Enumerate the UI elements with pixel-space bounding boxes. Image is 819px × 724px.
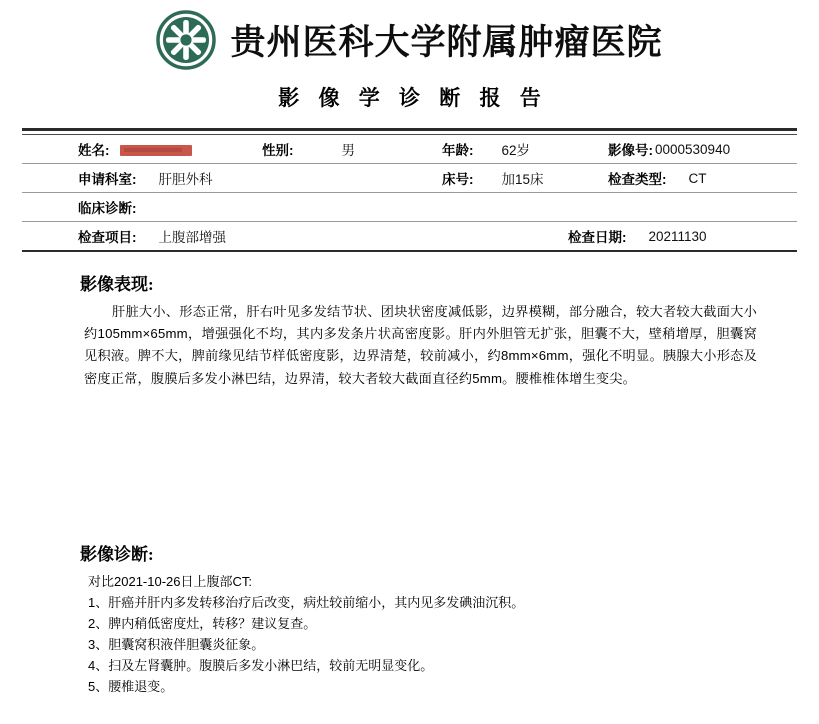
diagnosis-list [88,571,797,697]
gender-label: 性别: [262,143,294,158]
bed-label: 床号: [442,172,474,187]
gender-value: 男 [341,143,355,158]
info-row-3 [22,193,797,222]
info-row-1 [22,135,797,164]
exam-item-label: 检查项目: [78,230,137,245]
report-title: 影 像 学 诊 断 报 告 [278,86,548,110]
diagnosis-line: 3、胆囊窝积液伴胆囊炎征象。 [88,636,265,652]
clinical-diagnosis-label: 临床诊断: [78,201,137,216]
info-row-4 [22,222,797,250]
blank-spacer [0,390,819,540]
exam-type-value: CT [688,170,707,186]
exam-item-value: 上腹部增强 [158,230,226,245]
diagnosis-line: 对比2021-10-26日上腹部CT: [88,573,252,589]
department-label: 申请科室: [78,172,137,187]
diagnosis-line: 4、扫及左肾囊肿。腹膜后多发小淋巴结，较前无明显变化。 [88,657,434,673]
hospital-name: 贵州医科大学附属肿瘤医院 [230,23,663,62]
findings-text [84,301,757,390]
diagnosis-title: 影像诊断: [80,544,154,564]
exam-type-label: 检查类型: [608,172,667,187]
hospital-logo-icon [156,10,216,70]
age-value: 62岁 [501,143,531,158]
report-header [0,0,819,70]
name-label: 姓名: [78,143,110,158]
age-label: 年龄: [442,143,474,158]
findings-title: 影像表现: [80,275,154,294]
findings-paragraph: 肝脏大小、形态正常，肝右叶见多发结节状、团块状密度减低影，边界模糊，部分融合，较大者较大截面大小约105mm×65mm，增强强化不均，其内多发条片状高密度影。肝内外胆管无扩张，胆囊不大，壁稍增厚，胆囊窝见积液。脾不大，脾前缘见结节样低密度影，边界清楚，较前减小，约8mm×6mm，强化不明显。胰腺大小形态及密度正常，腹膜后多发小淋巴结，边界清，较大者较大截面直径约5mm。腰椎椎体增生变尖。 [84,304,757,386]
exam-date-label: 检查日期: [568,230,627,245]
info-row-2 [22,164,797,193]
exam-date-value: 20211130 [648,228,707,244]
findings-section [22,270,797,390]
diagnosis-section [22,540,797,697]
name-value-redacted [120,145,192,156]
image-number-value: 0000530940 [655,141,731,157]
department-value: 肝胆外科 [158,172,213,187]
diagnosis-line: 2、脾内稍低密度灶，转移？建议复查。 [88,615,317,631]
diagnosis-line: 1、肝癌并肝内多发转移治疗后改变，病灶较前缩小，其内见多发碘油沉积。 [88,594,525,610]
info-divider-bottom [22,250,797,252]
patient-info-block [22,135,797,250]
diagnosis-line: 5、腰椎退变。 [88,678,174,694]
image-number-label: 影像号: [608,143,653,158]
bed-value: 加15床 [501,172,544,187]
